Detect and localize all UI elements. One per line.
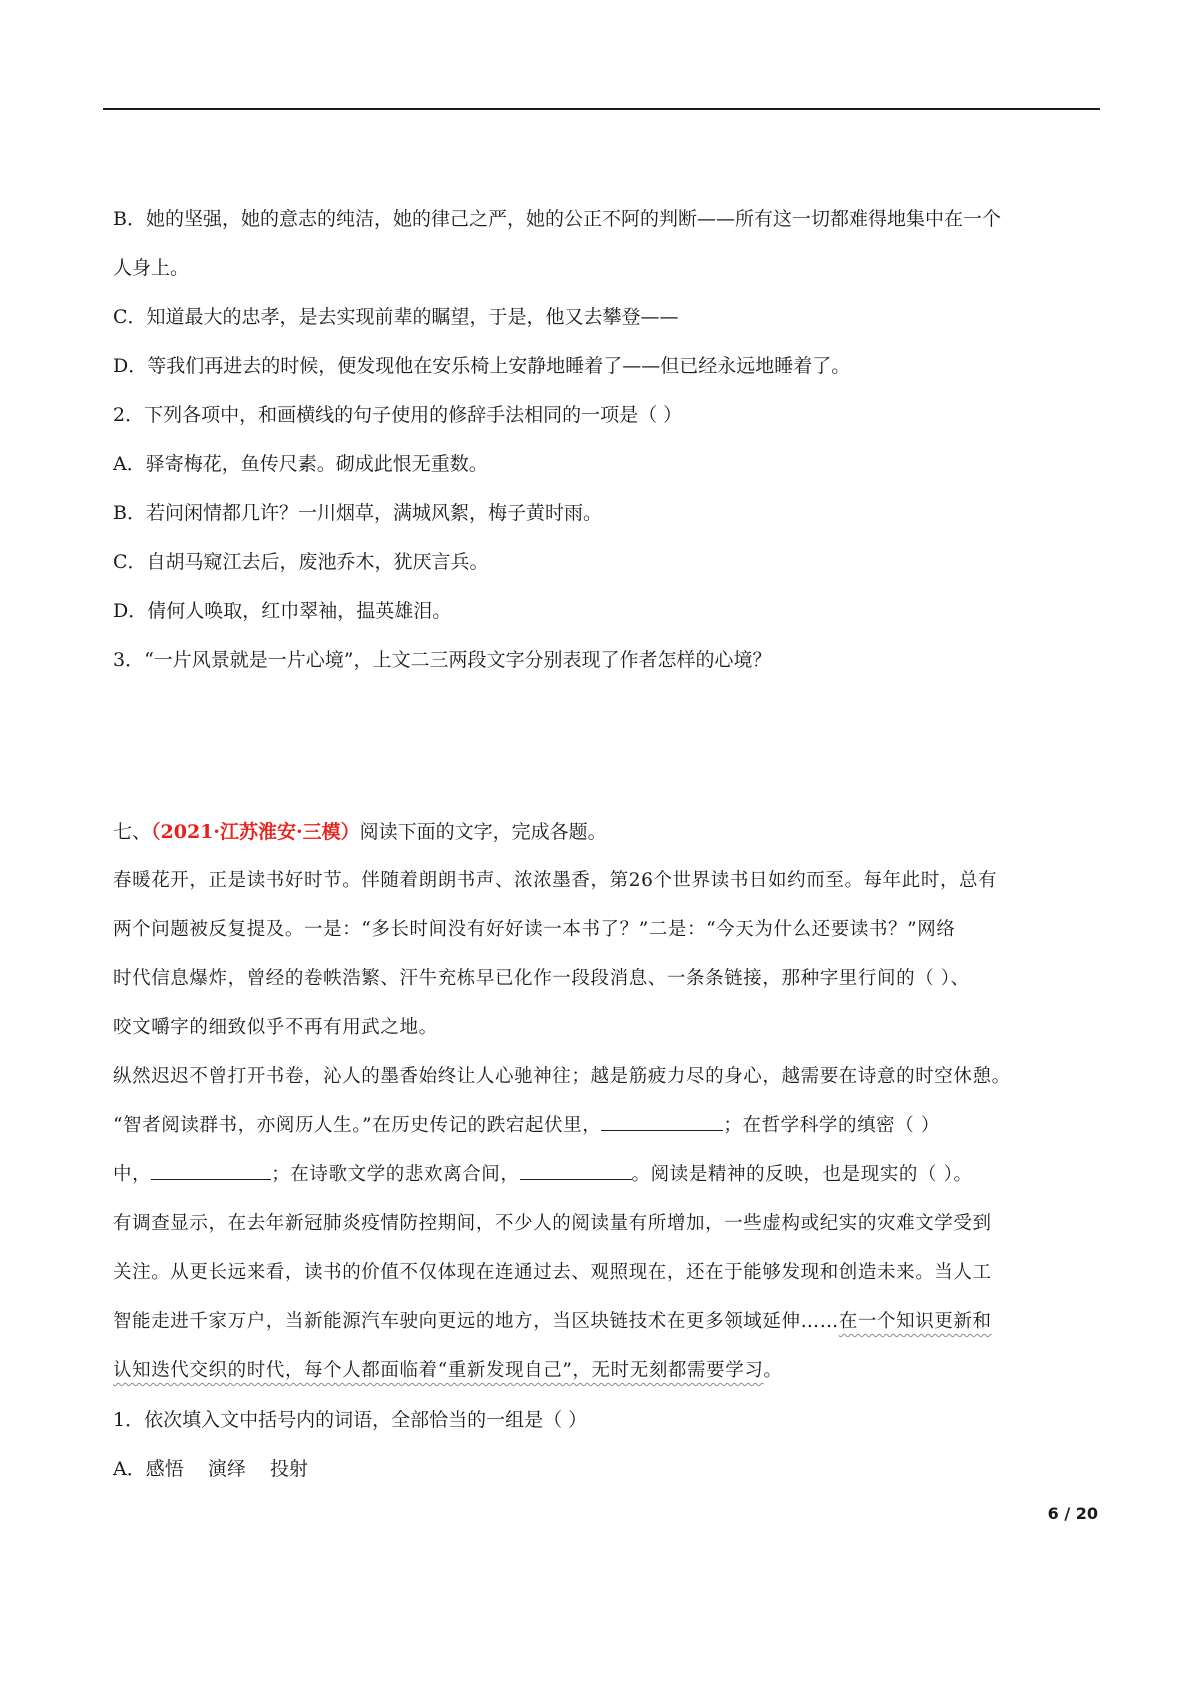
question-2-option-d: D．倩何人唤取，红巾翠袖，揾英雄泪。 <box>113 600 452 622</box>
header-rule <box>103 108 1100 110</box>
question-2-option-b: B．若问闲情都几许？一川烟草，满城风絮，梅子黄时雨。 <box>113 502 602 524</box>
question-1-option-a: A．感悟 演绎 投射 <box>113 1458 309 1480</box>
question-2: 2．下列各项中，和画横线的句子使用的修辞手法相同的一项是（ ） <box>113 404 683 426</box>
passage-line-9: 关注。从更长远来看，读书的价值不仅体现在连通过去、观照现在，还在于能够发现和创造未来。当人工 <box>113 1262 992 1283</box>
passage-line-10 <box>113 1310 992 1334</box>
passage-line-8: 有调查显示，在去年新冠肺炎疫情防控期间，不少人的阅读量有所增加，一些虚构或纪实的灾难文学受到 <box>113 1213 992 1234</box>
passage-line-10-start: 智能走进千家万户，当新能源汽车驶向更远的地方，当区块链技术在更多领域延伸…… <box>113 1311 839 1332</box>
passage-line-3: 时代信息爆炸，曾经的卷帙浩繁、汗牛充栋早已化作一段段消息、一条条链接，那种字里行间的（ ）、 <box>113 968 970 989</box>
passage-line-7-start: 中， <box>113 1164 152 1185</box>
section-source: （2021·江苏淮安·三模） <box>151 821 360 843</box>
passage-line-6-end: ；在哲学科学的缜密（ ） <box>723 1115 940 1136</box>
passage-line-4: 咬文嚼字的细致似乎不再有用武之地。 <box>113 1017 438 1038</box>
section-prefix: 七、 <box>113 821 152 843</box>
passage-line-11 <box>113 1359 783 1383</box>
question-1: 1．依次填入文中括号内的词语，全部恰当的一组是（ ） <box>113 1409 588 1431</box>
passage-line-6 <box>113 1114 940 1138</box>
page-number: 6 / 20 <box>1047 1504 1098 1523</box>
passage-line-7-mid: ；在诗歌文学的悲欢离合间， <box>271 1164 520 1185</box>
section-instruction: 阅读下面的文字，完成各题。 <box>359 821 607 843</box>
passage-line-2: 两个问题被反复提及。一是：“多长时间没有好好读一本书了？”二是：“今天为什么还要读书？”网络 <box>113 919 956 940</box>
fill-blank-1 <box>601 1114 723 1131</box>
option-b-line2: 人身上。 <box>113 257 190 279</box>
question-2-option-a: A．驿寄梅花，鱼传尺素。砌成此恨无重数。 <box>113 453 488 475</box>
question-3: 3．“一片风景就是一片心境”，上文二三两段文字分别表现了作者怎样的心境？ <box>113 649 772 671</box>
option-c: C．知道最大的忠孝，是去实现前辈的瞩望，于是，他又去攀登—— <box>113 306 679 328</box>
passage-line-5: 纵然迟迟不曾打开书卷，沁人的墨香始终让人心驰神往；越是筋疲力尽的身心，越需要在诗意的时空休憩。 <box>113 1066 1011 1087</box>
option-d: D．等我们再进去的时候，便发现他在安乐椅上安静地睡着了——但已经永远地睡着了。 <box>113 355 851 377</box>
section-7-heading <box>113 820 607 844</box>
fill-blank-2 <box>151 1163 271 1180</box>
question-2-option-c: C．自胡马窥江去后，废池乔木，犹厌言兵。 <box>113 551 489 573</box>
passage-line-1: 春暖花开，正是读书好时节。伴随着朗朗书声、浓浓墨香，第26个世界读书日如约而至。每年此时，总有 <box>113 870 998 891</box>
fill-blank-3 <box>520 1163 632 1180</box>
option-b-line1: B．她的坚强，她的意志的纯洁，她的律己之严，她的公正不阿的判断——所有这一切都难得地集中在一个 <box>113 208 1001 230</box>
passage-line-11-end: 。 <box>763 1360 783 1381</box>
passage-line-7-end: 。阅读是精神的反映，也是现实的（ ）。 <box>631 1164 973 1185</box>
passage-line-6-start: “智者阅读群书，亦阅历人生。”在历史传记的跌宕起伏里， <box>113 1115 602 1136</box>
wavy-underlined-sentence-part2: 认知迭代交织的时代，每个人都面临着“重新发现自己”，无时无刻都需要学习 <box>113 1360 764 1381</box>
passage-line-7 <box>113 1163 973 1187</box>
wavy-underlined-sentence-part1: 在一个知识更新和 <box>838 1311 992 1332</box>
